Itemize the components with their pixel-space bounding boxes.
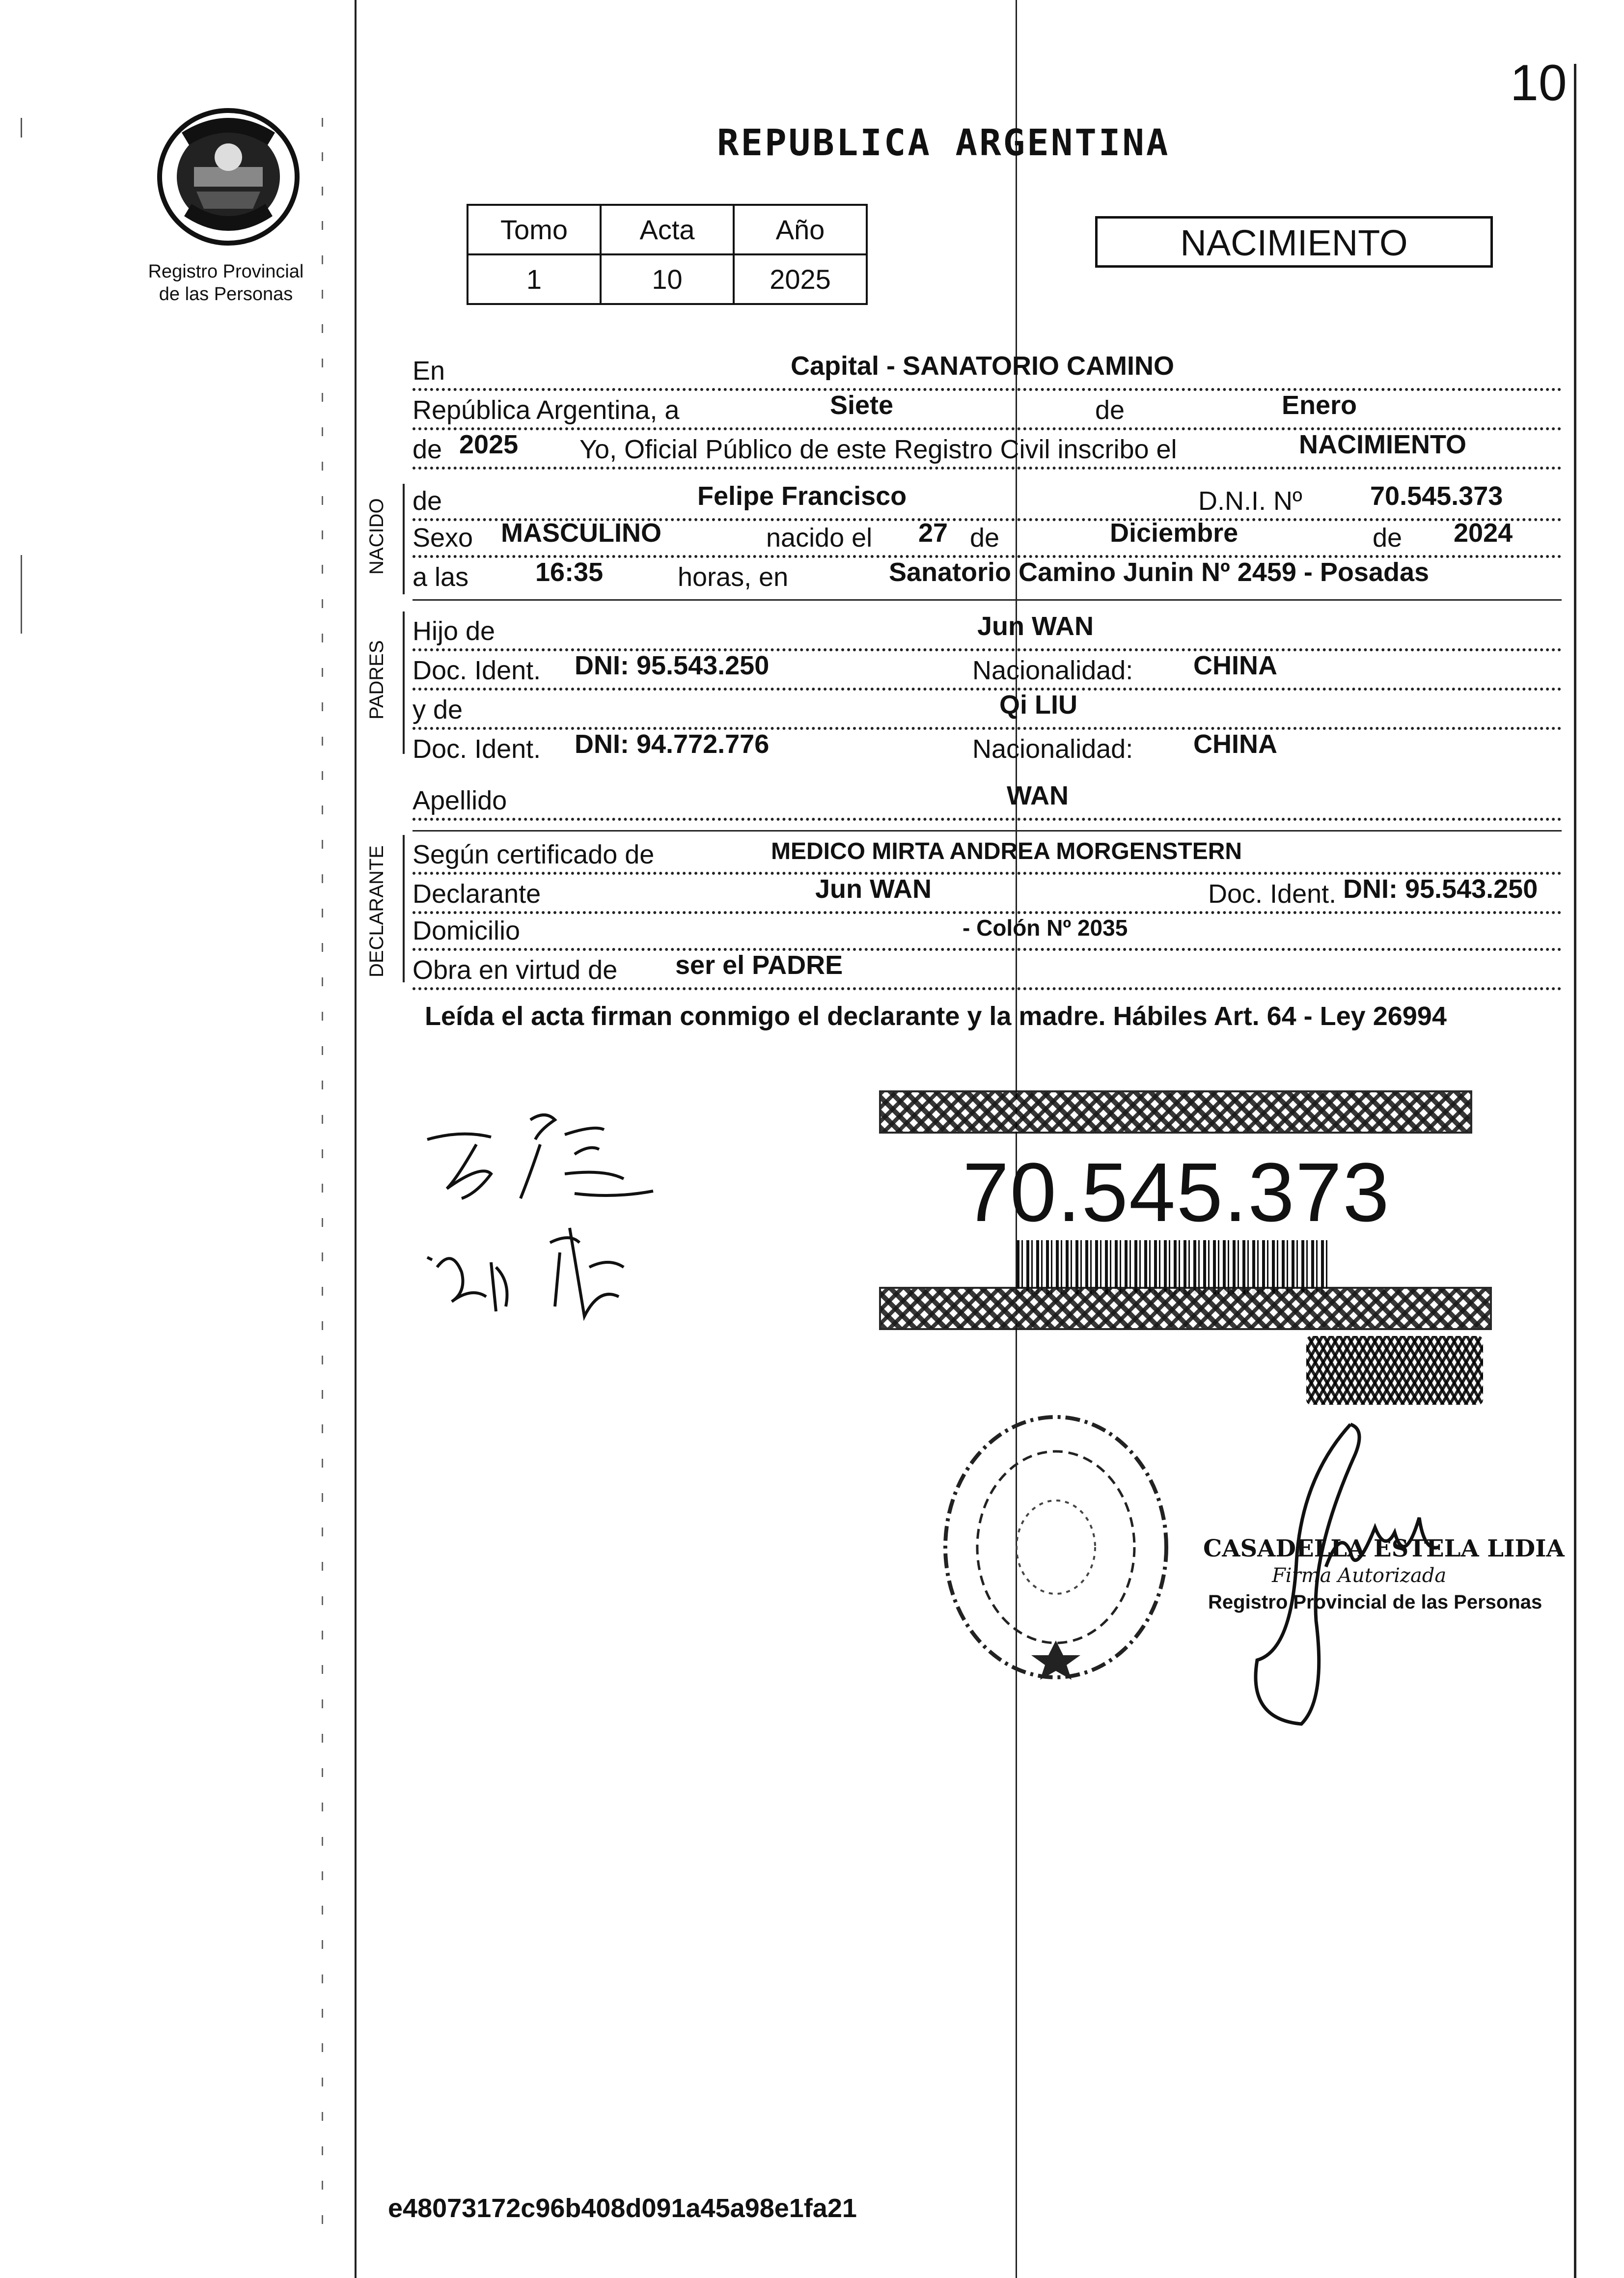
record-table-header-row: [468, 205, 867, 254]
record-header-anio: Año: [734, 205, 867, 254]
row-madre-doc: [413, 729, 1562, 766]
security-band-top: [879, 1090, 1472, 1134]
scan-line-left: [355, 0, 357, 2278]
registry-caption: [133, 260, 319, 306]
value-apellido: WAN: [1007, 781, 1069, 810]
label-de-mes-nacimiento: de: [970, 523, 1000, 553]
value-obra: ser el PADRE: [675, 950, 843, 980]
official-round-stamp: [933, 1405, 1179, 1690]
page-number: 10: [1510, 55, 1567, 111]
registry-caption-line2: de las Personas: [159, 284, 293, 305]
signature-madre: [422, 1213, 678, 1326]
row-y-de: [413, 690, 1562, 730]
margin-mark: [21, 118, 22, 138]
province-seal-logo: [147, 98, 309, 250]
security-band-bottom: [879, 1287, 1492, 1330]
record-header-tomo: Tomo: [468, 205, 601, 254]
record-table: [467, 204, 868, 305]
row-republica: [413, 390, 1562, 430]
apellido-separator: [413, 830, 1562, 832]
label-padre-doc: Doc. Ident.: [413, 656, 541, 685]
value-padre-doc: DNI: 95.543.250: [575, 651, 770, 680]
row-apellido: [413, 783, 1562, 821]
scan-line-center: [1016, 0, 1017, 2278]
label-dni: D.N.I. Nº: [1198, 486, 1302, 516]
label-padre-nacionalidad: Nacionalidad:: [972, 656, 1133, 685]
value-domicilio: - Colón Nº 2035: [963, 915, 1128, 941]
label-nacido-el: nacido el: [766, 523, 873, 553]
row-domicilio: [413, 914, 1562, 951]
row-nacido-hora: [413, 557, 1562, 594]
scan-line-right: [1574, 64, 1576, 2278]
value-mes-nacimiento: Diciembre: [1110, 518, 1239, 548]
label-madre-doc: Doc. Ident.: [413, 734, 541, 764]
row-certificado: [413, 837, 1562, 875]
record-value-acta: 10: [601, 254, 734, 304]
record-table-value-row: [468, 254, 867, 304]
value-lugar: Sanatorio Camino Junin Nº 2459 - Posadas: [889, 557, 1430, 587]
margin-mark: [21, 555, 22, 634]
label-en: En: [413, 356, 445, 386]
row-en: [413, 351, 1562, 391]
label-horas-en: horas, en: [678, 562, 789, 592]
value-certificado: MEDICO MIRTA ANDREA MORGENSTERN: [771, 838, 1242, 864]
label-declarante: Declarante: [413, 879, 541, 909]
value-en: Capital - SANATORIO CAMINO: [791, 351, 1175, 381]
hologram-seal: [1306, 1336, 1483, 1405]
registry-caption-line1: Registro Provincial: [148, 261, 304, 282]
label-de-mes: de: [1095, 395, 1125, 425]
authority-role: Firma Autorizada: [1272, 1564, 1447, 1587]
label-sexo: Sexo: [413, 523, 473, 553]
padres-bracket: [403, 611, 405, 754]
label-de-anio: de: [413, 435, 442, 464]
label-hijo-de: Hijo de: [413, 616, 495, 646]
value-hora: 16:35: [535, 557, 604, 587]
perforation-line: [322, 118, 323, 2230]
label-republica: República Argentina, a: [413, 395, 680, 425]
value-anio-nacimiento: 2024: [1454, 518, 1513, 548]
value-padre: Jun WAN: [977, 611, 1094, 641]
row-hijo-de: [413, 611, 1562, 651]
authority-office: Registro Provincial de las Personas: [1208, 1591, 1542, 1613]
closing-note: Leída el acta firman conmigo el declarante y la madre. Hábiles Art. 64 - Ley 26994: [425, 1001, 1447, 1031]
value-madre: Qi LIU: [999, 690, 1077, 720]
section-label-declarante: DECLARANTE: [366, 845, 387, 977]
value-declarante-doc: DNI: 95.543.250: [1343, 874, 1538, 904]
label-a-las: a las: [413, 562, 469, 592]
section-label-padres: PADRES: [366, 640, 387, 720]
row-oficial: [413, 432, 1562, 470]
barcode: [1017, 1240, 1331, 1294]
signature-declarante: [417, 1100, 673, 1213]
value-sexo: MASCULINO: [501, 518, 661, 548]
value-nombre: Felipe Francisco: [697, 481, 907, 511]
label-de-nombre: de: [413, 486, 442, 516]
declarante-bracket: [403, 835, 405, 982]
nacido-separator: [413, 599, 1562, 601]
record-header-acta: Acta: [601, 205, 734, 254]
label-domicilio: Domicilio: [413, 916, 521, 945]
label-certificado: Según certificado de: [413, 840, 655, 869]
value-padre-nacionalidad: CHINA: [1193, 651, 1277, 680]
row-nacido-sexo: [413, 518, 1562, 558]
label-obra: Obra en virtud de: [413, 955, 618, 985]
record-value-tomo: 1: [468, 254, 601, 304]
row-declarante: [413, 874, 1562, 914]
value-dia: Siete: [830, 390, 894, 420]
label-apellido: Apellido: [413, 786, 507, 815]
row-nacido-nombre: [413, 481, 1562, 521]
value-madre-nacionalidad: CHINA: [1193, 729, 1277, 759]
label-declarante-doc: Doc. Ident.: [1208, 879, 1337, 909]
id-sticker-number: 70.545.373: [963, 1146, 1390, 1239]
label-madre-nacionalidad: Nacionalidad:: [972, 734, 1133, 764]
value-mes: Enero: [1282, 390, 1357, 420]
record-value-anio: 2025: [734, 254, 867, 304]
label-y-de: y de: [413, 695, 463, 724]
record-type-box: NACIMIENTO: [1095, 216, 1493, 268]
authority-name: CASADELLA ESTELA LIDIA: [1203, 1535, 1565, 1562]
value-inscribe: NACIMIENTO: [1299, 430, 1467, 459]
document-hash: e48073172c96b408d091a45a98e1fa21: [388, 2194, 857, 2223]
section-label-nacido: NACIDO: [366, 498, 387, 575]
value-dia-nacimiento: 27: [918, 518, 948, 548]
value-anio: 2025: [459, 430, 519, 459]
value-madre-doc: DNI: 94.772.776: [575, 729, 770, 759]
value-dni: 70.545.373: [1370, 481, 1503, 511]
country-title: REPUBLICA ARGENTINA: [717, 122, 1170, 164]
row-obra: [413, 950, 1562, 990]
nacido-bracket: [403, 484, 405, 594]
label-oficial: Yo, Oficial Público de este Registro Civil inscribo el: [579, 435, 1177, 464]
value-declarante: Jun WAN: [815, 874, 932, 904]
label-de-anio-nacimiento: de: [1373, 523, 1403, 553]
row-padre-doc: [413, 653, 1562, 691]
